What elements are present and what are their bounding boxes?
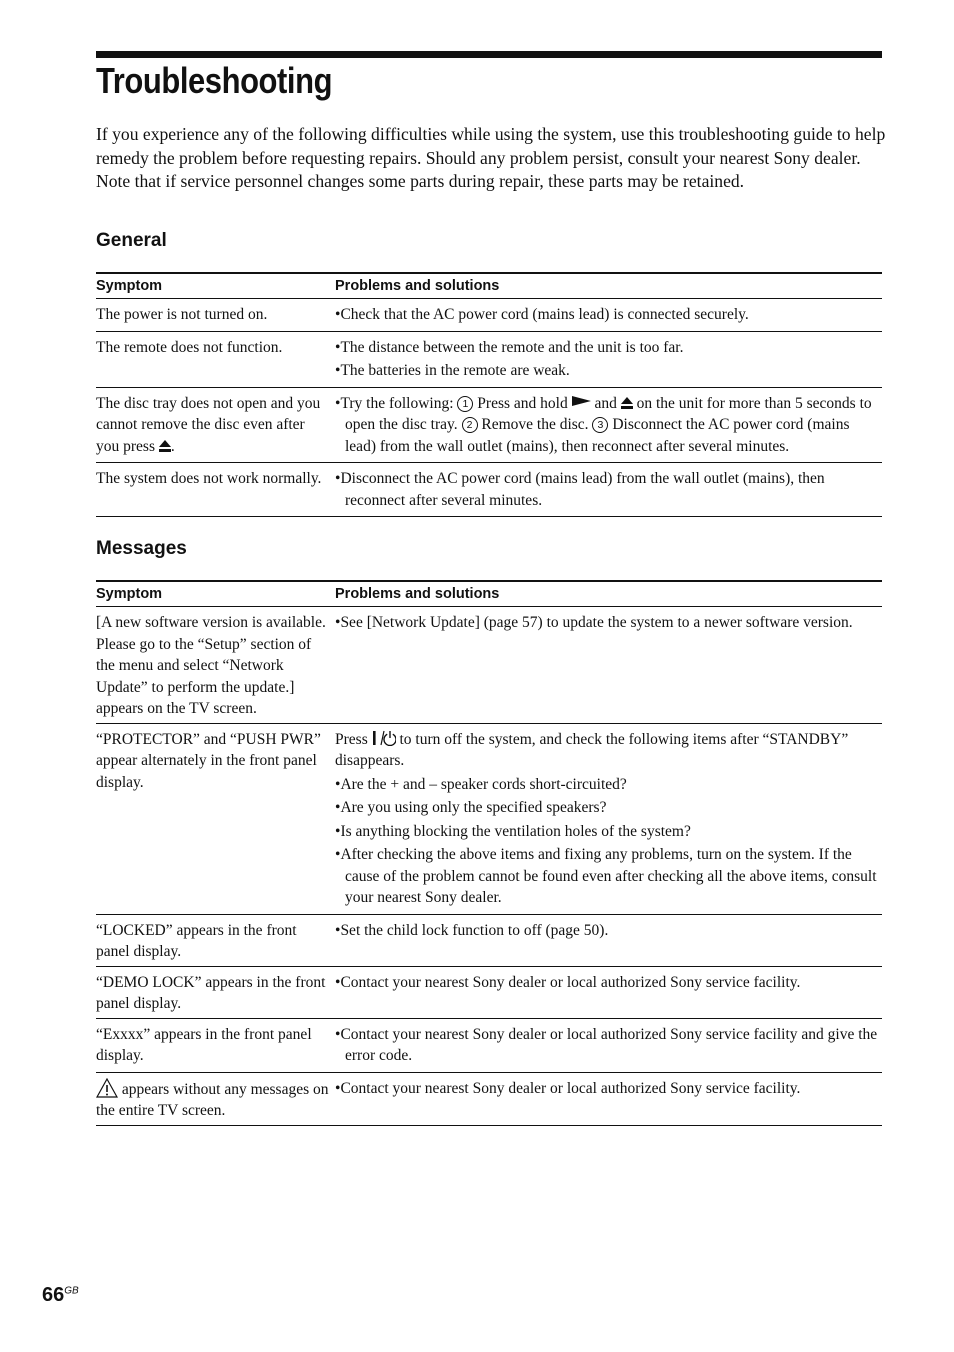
- play-icon: [572, 396, 591, 406]
- general-table: [96, 272, 882, 517]
- table-row: [96, 1018, 882, 1072]
- table-row: [96, 331, 882, 387]
- solution-item: • Contact your nearest Sony dealer or local authorized Sony service facility.: [335, 972, 882, 994]
- symptom-cell: The remote does not function.: [96, 338, 283, 356]
- solution-text: Press and hold: [477, 394, 568, 412]
- solution-item: [335, 393, 882, 458]
- solution-cell: [335, 966, 882, 1018]
- solution-item: • The distance between the remote and the unit is too far.: [335, 337, 882, 359]
- solution-text: to turn off the system, and check the following items after “STANDBY” disappears.: [335, 730, 849, 769]
- solution-cell: [335, 723, 882, 914]
- table-header: [96, 273, 882, 299]
- solution-cell: [335, 1072, 882, 1125]
- solution-cell: [335, 607, 882, 724]
- intro-paragraph: If you experience any of the following difficulties while using the system, use this troubleshooting guide to help remedy the problem before requesting repairs. Should any problem persist, consult your nearest Sony dealer.: [96, 124, 886, 168]
- solution-cell: [335, 387, 882, 463]
- solution-text: Disconnect the AC power cord (mains lead) from the wall outlet (mains), then reconnect after several minutes.: [345, 416, 850, 455]
- symptom-text: appears without any messages on the entire TV screen.: [96, 1080, 329, 1119]
- messages-table: [96, 580, 882, 1126]
- solution-intro: [335, 729, 882, 772]
- solution-item: • After checking the above items and fixing any problems, turn on the system. If the cause of the problem cannot be found even after checking all the above items, consult your nearest Sony dealer.: [335, 844, 882, 909]
- solution-item: • The batteries in the remote are weak.: [335, 360, 882, 382]
- solution-text: Try the following:: [340, 394, 454, 412]
- solution-item: • Contact your nearest Sony dealer or local authorized Sony service facility.: [335, 1078, 882, 1100]
- table-row: [96, 1072, 882, 1125]
- intro-text: [96, 123, 886, 194]
- symptom-cell: The power is not turned on.: [96, 306, 268, 323]
- solution-text: on the unit for more than 5 seconds to open the disc tray.: [345, 394, 872, 433]
- solution-item: • See [Network Update] (page 57) to update the system to a newer software version.: [335, 612, 882, 634]
- page-number-suffix: GB: [64, 1285, 79, 1297]
- table-row: [96, 299, 882, 332]
- symptom-cell: [96, 1072, 335, 1125]
- symptom-cell: [96, 387, 335, 463]
- table-row: [96, 387, 882, 463]
- solution-cell: [335, 299, 882, 332]
- eject-icon: [159, 440, 171, 452]
- symptom-cell: “Exxxx” appears in the front panel display.: [96, 1025, 312, 1064]
- solution-text: Remove the disc.: [481, 416, 589, 433]
- symptom-cell: “DEMO LOCK” appears in the front panel display.: [96, 973, 326, 1012]
- section-heading-messages: Messages: [96, 538, 187, 559]
- intro-note: Note that if service personnel changes some parts during repair, these parts may be retained.: [96, 171, 745, 191]
- solution-item: • Disconnect the AC power cord (mains lead) from the wall outlet (mains), then reconnect after several minutes.: [335, 468, 882, 511]
- solution-item: • Are the + and – speaker cords short-circuited?: [335, 774, 882, 796]
- step-number-1: 1: [457, 396, 473, 412]
- solution-cell: [335, 463, 882, 517]
- column-header-solutions: Problems and solutions: [335, 586, 500, 602]
- table-header: [96, 581, 882, 607]
- page-title: Troubleshooting: [96, 60, 333, 101]
- section-heading-general: General: [96, 230, 167, 251]
- solution-cell: [335, 1018, 882, 1072]
- title-rule: [96, 51, 882, 58]
- symptom-text: The disc tray does not open and you cannot remove the disc even after you press: [96, 394, 321, 455]
- table-row: [96, 966, 882, 1018]
- power-icon: [372, 730, 396, 746]
- symptom-cell: The system does not work normally.: [96, 470, 322, 487]
- symptom-text-end: .: [170, 437, 175, 455]
- column-header-symptom: Symptom: [96, 278, 163, 294]
- solution-item: • Are you using only the specified speakers?: [335, 797, 882, 819]
- table-row: [96, 607, 882, 724]
- step-number-2: 2: [462, 417, 478, 433]
- solution-text: and: [594, 394, 617, 412]
- table-row: [96, 463, 882, 517]
- table-row: [96, 723, 882, 914]
- page-number-value: 66: [42, 1284, 65, 1306]
- symptom-cell: “LOCKED” appears in the front panel display.: [96, 921, 297, 960]
- column-header-solutions: Problems and solutions: [335, 278, 500, 294]
- solution-text: Press: [335, 730, 368, 748]
- column-header-symptom: Symptom: [96, 586, 163, 602]
- step-number-3: 3: [592, 417, 608, 433]
- solution-item: • Set the child lock function to off (page 50).: [335, 920, 882, 942]
- symptom-cell: “PROTECTOR” and “PUSH PWR” appear alternately in the front panel display.: [96, 730, 321, 791]
- table-row: [96, 914, 882, 966]
- eject-icon: [621, 397, 633, 409]
- page-number: [42, 1284, 79, 1307]
- solution-item: • Contact your nearest Sony dealer or local authorized Sony service facility and give the error code.: [335, 1024, 882, 1067]
- solution-cell: [335, 914, 882, 966]
- warning-icon: [96, 1078, 118, 1098]
- solution-cell: [335, 331, 882, 387]
- solution-item: • Is anything blocking the ventilation holes of the system?: [335, 821, 882, 843]
- solution-item: • Check that the AC power cord (mains lead) is connected securely.: [335, 304, 882, 326]
- symptom-cell: [A new software version is available. Please go to the “Setup” section of the menu and select “Network Update” to perform the update.] appears on the TV screen.: [96, 614, 326, 717]
